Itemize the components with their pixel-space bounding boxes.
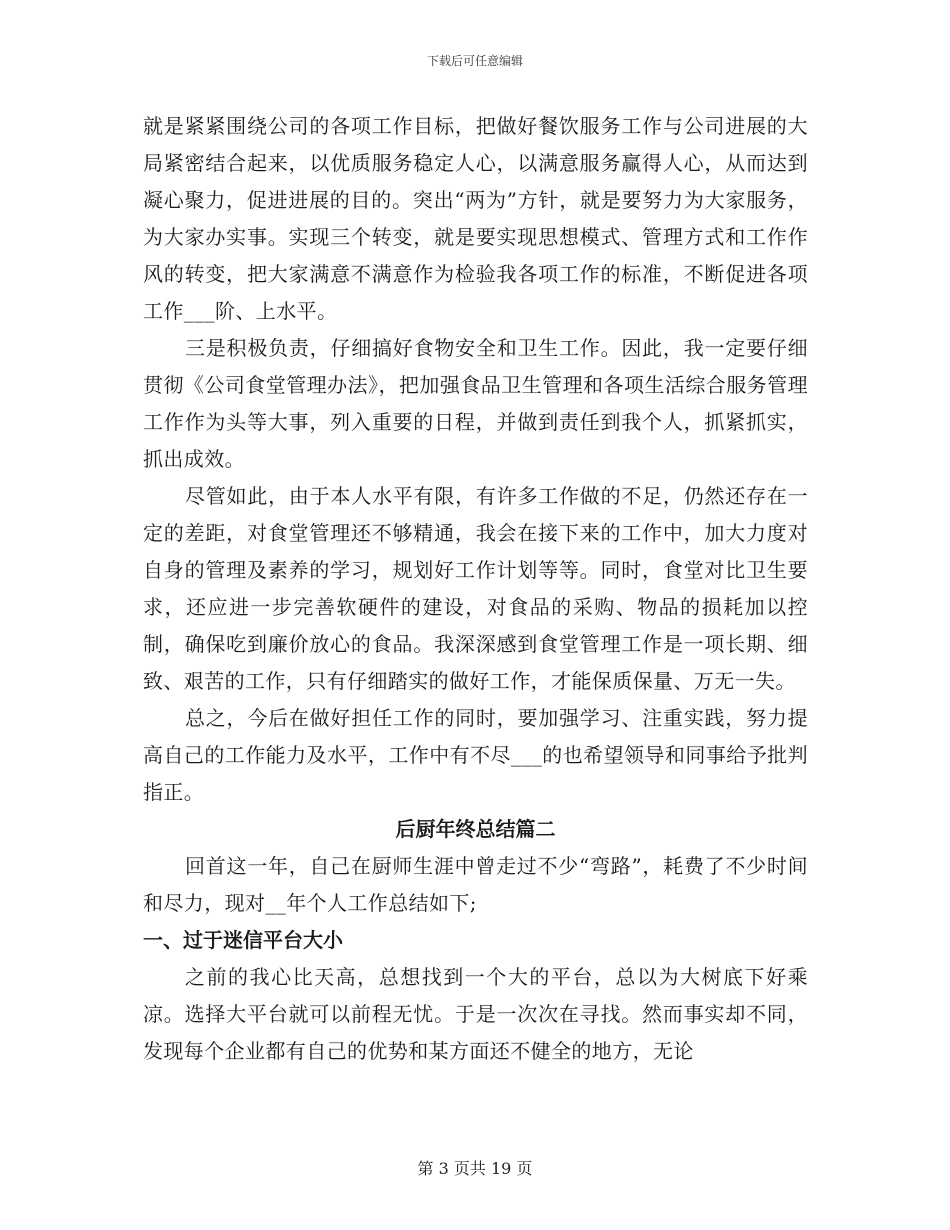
- document-body: [143, 108, 808, 1070]
- subsection-paragraph: 之前的我心比天高，总想找到一个大的平台，总以为大树底下好乘凉。选择大平台就可以前程无忧。于是一次次在寻找。然而事实却不同，发现每个企业都有自己的优势和某方面还不健全的地方，无论: [143, 965, 808, 1063]
- section-intro: 回首这一年，自己在厨师生涯中曾走过不少“弯路”，耗费了不少时间和尽力，现对__年个人工作总结如下;: [143, 854, 808, 915]
- page-header: 下载后可任意编辑: [426, 54, 523, 68]
- paragraph-shortcomings: 尽管如此，由于本人水平有限，有许多工作做的不足，仍然还存在一定的差距，对食堂管理还不够精通，我会在接下来的工作中，加大力度对自身的管理及素养的学习，规划好工作计划等等。同时，食堂对比卫生要求，还应进一步完善软硬件的建设，对食品的采购、物品的损耗加以控制，确保吃到廉价放心的食品。我深深感到食堂管理工作是一项长期、细致、艰苦的工作，只有仔细踏实的做好工作，才能保质保量、万无一失。: [143, 484, 808, 693]
- paragraph-conclusion: 总之，今后在做好担任工作的同时，要加强学习、注重实践，努力提高自己的工作能力及水平，工作中有不尽___的也希望领导和同事给予批判指正。: [143, 706, 808, 804]
- section-title: 后厨年终总结篇二: [395, 817, 556, 841]
- paragraph-continuation: 就是紧紧围绕公司的各项工作目标，把做好餐饮服务工作与公司进展的大局紧密结合起来，以优质服务稳定人心，以满意服务赢得人心，从而达到凝心聚力，促进进展的目的。突出“两为”方针，就是要努力为大家服务，为大家办实事。实现三个转变，就是要实现思想模式、管理方式和工作作风的转变，把大家满意不满意作为检验我各项工作的标准，不断促进各项工作___阶、上水平。: [143, 114, 808, 323]
- subsection-title: 一、过于迷信平台大小: [143, 928, 343, 952]
- page-number: 第 3 页共 19 页: [417, 1159, 533, 1178]
- paragraph-food-safety: 三是积极负责，仔细搞好食物安全和卫生工作。因此，我一定要仔细贯彻《公司食堂管理办法》，把加强食品卫生管理和各项生活综合服务管理工作作为头等大事，列入重要的日程，并做到责任到我个人，抓紧抓实，抓出成效。: [143, 336, 808, 471]
